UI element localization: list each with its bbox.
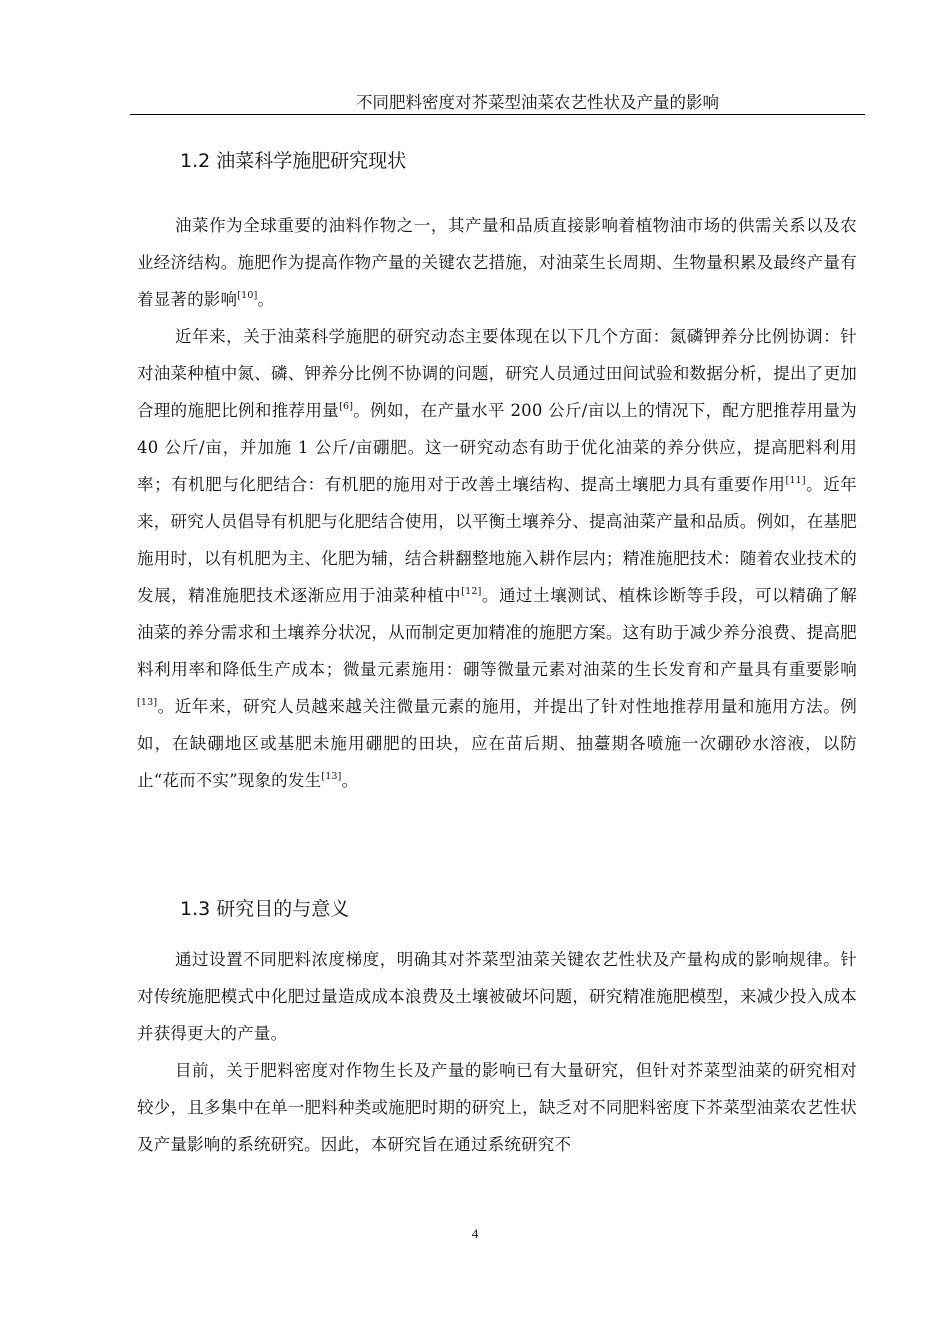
citation: [11] [785, 475, 806, 486]
paragraph-text: 。近年来，研究人员倡导有机肥与化肥结合使用，以平衡土壤养分、提高油菜产量和品质。例如，在基肥施用时，以有机肥为主、化肥为辅，结合耕翻整地施入耕作层内；精准施肥技术：随着农业技术的发展，精准施肥技术逐渐应用于油菜种植中 [137, 475, 857, 605]
paragraph-text: 。 [341, 771, 359, 790]
paragraph-text: 油菜作为全球重要的油料作物之一，其产量和品质直接影响着植物油市场的供需关系以及农业经济结构。施肥作为提高作物产量的关键农艺措施，对油菜生长周期、生物量积累及最终产量有着显著的影响 [137, 216, 857, 309]
paragraph-text: 。 [257, 290, 275, 309]
running-header-title: 不同肥料密度对芥菜型油菜农艺性状及产量的影响 [356, 93, 719, 112]
citation: [13] [137, 697, 158, 708]
paragraph-1-3-purpose: 通过设置不同肥料浓度梯度，明确其对芥菜型油菜关键农艺性状及产量构成的影响规律。针对传统施肥模式中化肥过量造成成本浪费及土壤被破坏问题，研究精准施肥模型，来减少投入成本并获得更大的产量。 [137, 950, 857, 1043]
paragraph-1-2-research [137, 318, 857, 799]
paragraph-1-2-intro [137, 207, 857, 318]
page-number: 4 [471, 1226, 479, 1241]
paragraph-text: 。近年来，研究人员越来越关注微量元素的施用，并提出了针对性地推荐用量和施用方法。例如，在缺硼地区或基肥未施用硼肥的田块，应在苗后期、抽薹期各喷施一次硼砂水溶液，以防止“花而不实”现象的发生 [137, 697, 857, 790]
paragraph-text: 。例如，在产量水平 200 公斤/亩以上的情况下，配方肥推荐用量为 40 公斤/亩，并加施 1 公斤/亩硼肥。这一研究动态有助于优化油菜的养分供应，提高肥料利用率；有机肥与化肥结合：有机肥的施用对于改善土壤结构、提高土壤肥力具有重要作用 [137, 401, 857, 494]
citation: [6] [339, 401, 354, 412]
section-heading-1-2: 1.2 油菜科学施肥研究现状 [180, 150, 407, 172]
paragraph-text: 近年来，关于油菜科学施肥的研究动态主要体现在以下几个方面：氮磷钾养分比例协调：针对油菜种植中氮、磷、钾养分比例不协调的问题，研究人员通过田间试验和数据分析，提出了更加合理的施肥比例和推荐用量 [137, 327, 857, 420]
running-header [130, 94, 865, 115]
paragraph-1-3-significance: 目前，关于肥料密度对作物生长及产量的影响已有大量研究，但针对芥菜型油菜的研究相对较少，且多集中在单一肥料种类或施肥时期的研究上，缺乏对不同肥料密度下芥菜型油菜农艺性状及产量影响的系统研究。因此，本研究旨在通过系统研究不 [137, 1061, 857, 1154]
citation: [12] [461, 586, 482, 597]
citation: [13] [321, 771, 342, 782]
paragraph-text: 。通过土壤测试、植株诊断等手段，可以精确了解油菜的养分需求和土壤养分状况，从而制定更加精准的施肥方案。这有助于减少养分浪费、提高肥料利用率和降低生产成本；微量元素施用：硼等微量元素对油菜的生长发育和产量具有重要影响 [137, 586, 857, 679]
section-heading-1-3: 1.3 研究目的与意义 [180, 898, 350, 920]
citation: [10] [237, 290, 258, 301]
